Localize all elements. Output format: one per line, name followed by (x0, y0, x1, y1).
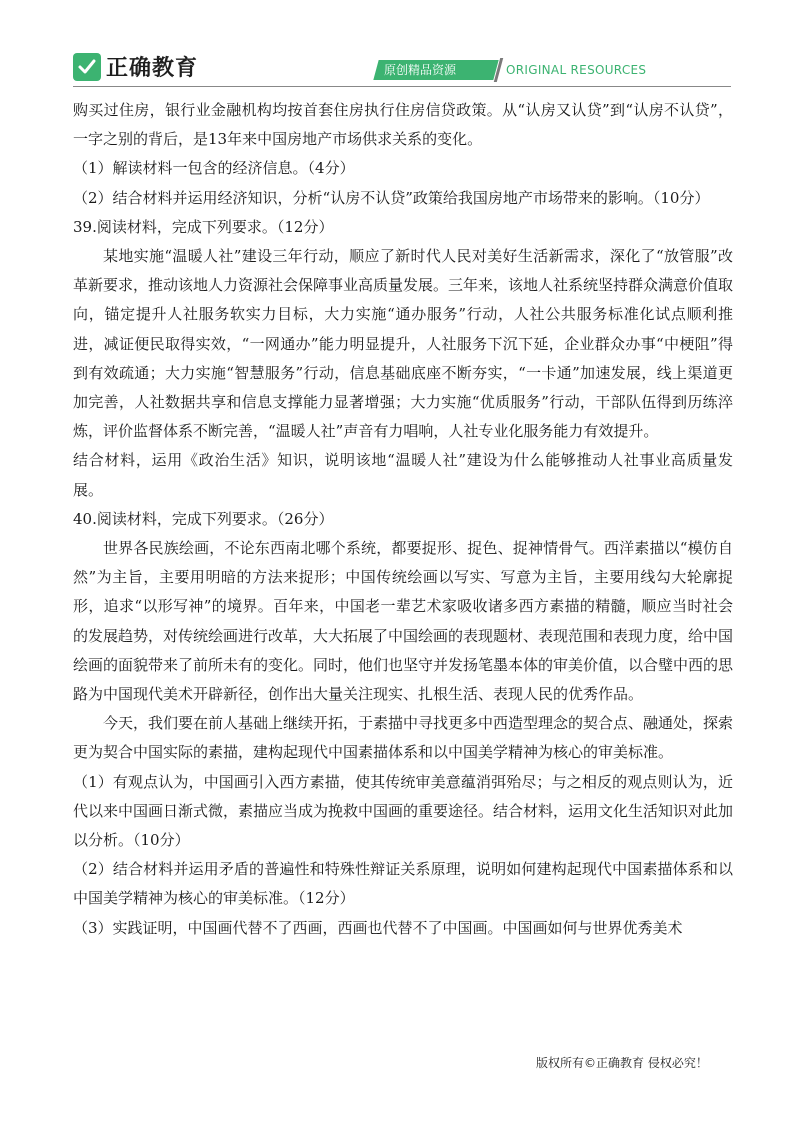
logo-text: 正确教育 (106, 56, 199, 81)
logo-check-icon (73, 53, 101, 81)
paragraph: 购买过住房，银行业金融机构均按首套住房执行住房信贷政策。从“认房又认贷”到“认房不认贷”，一字之别的背后，是13年来中国房地产市场供求关系的变化。 (73, 101, 733, 149)
material-paragraph: 某地实施“温暖人社”建设三年行动，顺应了新时代人民对美好生活新需求，深化了“放管服”改革新要求，推动该地人力资源社会保障事业高质量发展。三年来，该地人社系统坚持群众满意价值取向，锚定提升人社服务软实力目标，大力实施“通办服务”行动，人社公共服务标准化试点顺利推进，减证便民取得实效，“一网通办”能力明显提升，人社服务下沉下延，企业群众办事“中梗阻”得到有效疏通；大力实施“智慧服务”行动，信息基础底座不断夯实，“一卡通”加速发展，线上渠道更加完善，人社数据共享和信息支撑能力显著增强；大力实施“优质服务”行动，干部队伍得到历练淬炼，评价监督体系不断完善，“温暖人社”声音有力唱响，人社专业化服务能力有效提升。 (73, 247, 734, 441)
question-item: （2）结合材料并运用矛盾的普遍性和特殊性辩证关系原理，说明如何建构起现代中国素描体系和以中国美学精神为核心的审美标准。（12分） (73, 860, 733, 908)
material-paragraph: 世界各民族绘画，不论东西南北哪个系统，都要捉形、捉色、捉神情骨气。西洋素描以“模仿自然”为主旨，主要用明暗的方法来捉形；中国传统绘画以写实、写意为主旨，主要用线勾大轮廓捉形，追求“以形写神”的境界。百年来，中国老一辈艺术家吸收诸多西方素描的精髓，顺应当时社会的发展趋势，对传统绘画进行改革，大大拓展了中国绘画的表现题材、表现范围和表现力度，给中国绘画的面貌带来了前所未有的变化。同时，他们也坚守并发扬笔墨本体的审美价值，以合璧中西的思路为中国现代美术开辟新径，创作出大量关注现实、扎根生活、表现人民的优秀作品。 (73, 539, 734, 704)
question-item: （1）有观点认为，中国画引入西方素描，使其传统审美意蕴消弭殆尽；与之相反的观点则认为，近代以来中国画日渐式微，素描应当成为挽救中国画的重要途径。结合材料，运用文化生活知识对此加以分析。（10分） (73, 772, 734, 850)
question-item: （3）实践证明，中国画代替不了西画，西画也代替不了中国画。中国画如何与世界优秀美术 (73, 918, 683, 937)
question-heading: 40.阅读材料，完成下列要求。（26分） (73, 509, 334, 528)
question-prompt: 结合材料，运用《政治生活》知识，说明该地“温暖人社”建设为什么能够推动人社事业高质量发展。 (73, 451, 733, 499)
material-paragraph: 今天，我们要在前人基础上继续开拓，于素描中寻找更多中西造型理念的契合点、融通处，探索更为契合中国实际的素描，建构起现代中国素描体系和以中国美学精神为核心的审美标准。 (73, 714, 734, 762)
copyright-footer: 版权所有©正确教育 侵权必究！ (536, 1056, 708, 1070)
question-heading: 39.阅读材料，完成下列要求。（12分） (73, 217, 334, 236)
banner-text: 原创精品资源 (384, 63, 457, 77)
document-body (73, 96, 733, 943)
page-header (0, 0, 800, 90)
original-resources-text: ORIGINAL RESOURCES (506, 63, 647, 77)
question-item: （1）解读材料一包含的经济信息。（4分） (73, 159, 355, 178)
header-rule (73, 86, 731, 87)
question-item: （2）结合材料并运用经济知识，分析“认房不认贷”政策给我国房地产市场带来的影响。（10分） (73, 188, 710, 207)
